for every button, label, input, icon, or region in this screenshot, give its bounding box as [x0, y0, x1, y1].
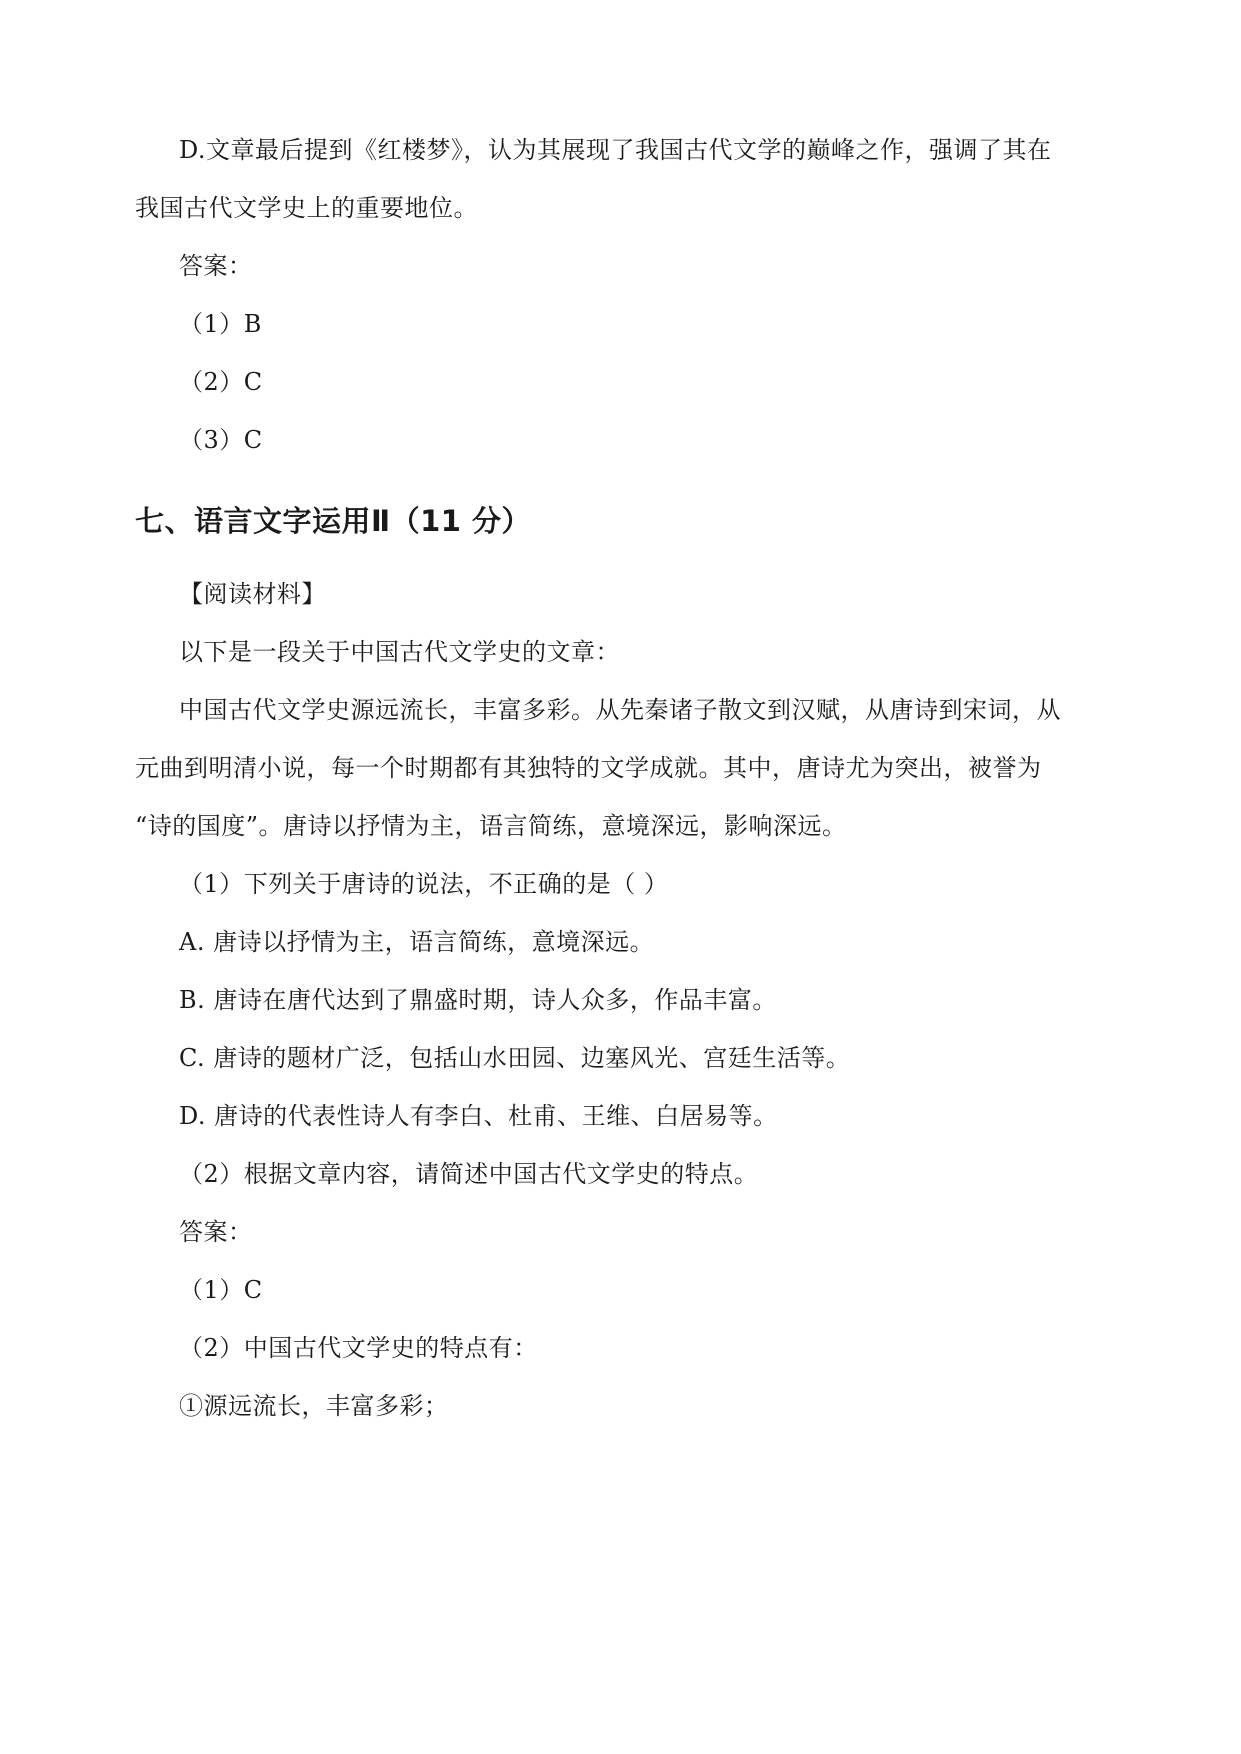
question1-option-d: D. 唐诗的代表性诗人有李白、杜甫、王维、白居易等。: [179, 1102, 778, 1130]
answer-label: 答案：: [179, 1218, 253, 1246]
answer-2-intro: （2）中国古代文学史的特点有：: [179, 1334, 538, 1362]
passage-line-1: 中国古代文学史源远流长，丰富多彩。从先秦诸子散文到汉赋，从唐诗到宋词，从: [179, 696, 1061, 724]
answer-2-point-1: ①源远流长，丰富多彩；: [179, 1392, 449, 1420]
material-intro: 以下是一段关于中国古代文学史的文章：: [179, 638, 620, 666]
question1-option-c: C. 唐诗的题材广泛，包括山水田园、边塞风光、宫廷生活等。: [179, 1044, 851, 1072]
question1-option-a: A. 唐诗以抒情为主，语言简练，意境深远。: [179, 928, 655, 956]
material-label: 【阅读材料】: [179, 580, 326, 608]
question1-option-b: B. 唐诗在唐代达到了鼎盛时期，诗人众多，作品丰富。: [179, 986, 777, 1014]
prev-answer-label: 答案：: [179, 252, 253, 280]
passage-line-2: 元曲到明清小说，每一个时期都有其独特的文学成就。其中，唐诗尤为突出，被誉为: [135, 754, 1042, 782]
question2-stem: （2）根据文章内容，请简述中国古代文学史的特点。: [179, 1160, 759, 1188]
prev-answer-1: （1）B: [179, 310, 262, 338]
question1-stem: （1）下列关于唐诗的说法，不正确的是（ ）: [179, 870, 669, 898]
prev-option-d-line2: 我国古代文学史上的重要地位。: [135, 194, 478, 222]
prev-answer-2: （2）C: [179, 368, 263, 396]
section-heading: 七、语言文字运用Ⅱ（11 分）: [135, 504, 532, 538]
answer-1: （1）C: [179, 1276, 263, 1304]
prev-answer-3: （3）C: [179, 426, 263, 454]
prev-option-d-line1: D.文章最后提到《红楼梦》，认为其展现了我国古代文学的巅峰之作，强调了其在: [179, 136, 1052, 164]
passage-line-3: “诗的国度”。唐诗以抒情为主，语言简练，意境深远，影响深远。: [135, 812, 847, 840]
